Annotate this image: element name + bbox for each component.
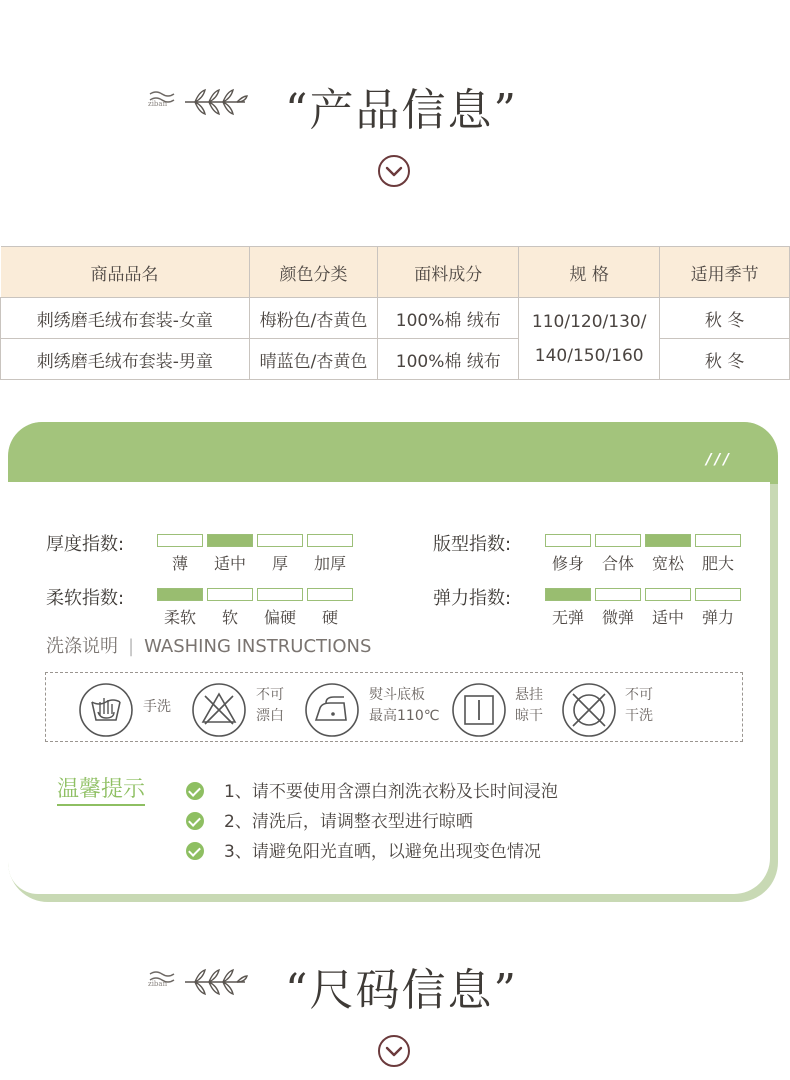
check-icon (186, 812, 204, 830)
scale-box-selected (207, 534, 253, 547)
scale-box (157, 534, 203, 547)
header-fabric: 面料成分 (378, 247, 519, 298)
cell-size (519, 298, 660, 380)
softness-option (305, 588, 355, 628)
softness-option (255, 588, 305, 628)
decor-slashes: / / / (706, 450, 728, 468)
no-bleach-text (256, 685, 284, 727)
elasticity-option (543, 588, 593, 628)
scale-label: 肥大 (701, 554, 734, 573)
scale-label: 微弹 (601, 608, 634, 627)
scale-label: 适中 (651, 608, 684, 627)
check-icon (186, 782, 204, 800)
elasticity-scale (543, 588, 743, 628)
scale-label: 厚 (271, 554, 288, 573)
scale-label: 弹力 (701, 608, 734, 627)
elasticity-option (593, 588, 643, 628)
softness-option (205, 588, 255, 628)
iron-line1: 熨斗底板 (369, 687, 425, 703)
header-name: 商品品名 (1, 247, 250, 298)
card-header-band (8, 422, 778, 484)
chevron-down-icon (377, 1034, 411, 1068)
size-line-2: 140/150/160 (534, 345, 644, 366)
no-dry-clean-line1: 不可 (625, 687, 653, 703)
scale-box (695, 588, 741, 601)
thickness-option (205, 534, 255, 574)
fit-scale (543, 534, 743, 574)
scale-label: 宽松 (651, 554, 684, 573)
scale-box-selected (545, 588, 591, 601)
check-icon (186, 842, 204, 860)
scale-label: 加厚 (313, 554, 346, 573)
washing-title-en: WASHING INSTRUCTIONS (144, 636, 372, 657)
fit-option (643, 534, 693, 574)
cell-season: 秋 冬 (660, 298, 790, 339)
cell-name: 刺绣磨毛绒布套装-女童 (1, 298, 250, 339)
fit-option (593, 534, 643, 574)
scale-label: 薄 (171, 554, 188, 573)
header-season: 适用季节 (660, 247, 790, 298)
chevron-down-icon (377, 154, 411, 188)
header-color: 颜色分类 (249, 247, 378, 298)
section-title: “产品信息” (285, 85, 518, 136)
softness-scale (155, 588, 355, 628)
svg-text:ziban: ziban (148, 980, 168, 988)
table-row (1, 298, 790, 339)
scale-label: 硬 (321, 608, 338, 627)
elasticity-option (643, 588, 693, 628)
iron-line2: 最高110℃ (369, 708, 440, 724)
scale-box (645, 588, 691, 601)
thickness-option (305, 534, 355, 574)
softness-option (155, 588, 205, 628)
tip-item (186, 837, 541, 862)
scale-box (307, 534, 353, 547)
cell-color: 晴蓝色/杏黄色 (249, 339, 378, 380)
hang-dry-text (515, 685, 543, 727)
thickness-option (255, 534, 305, 574)
fit-option (543, 534, 593, 574)
softness-label: 柔软指数: (46, 588, 125, 609)
svg-text:ziban: ziban (148, 100, 168, 108)
product-info-header (0, 80, 790, 200)
leaf-branch-icon (145, 964, 250, 1000)
scale-label: 修身 (551, 554, 584, 573)
no-bleach-line1: 不可 (256, 687, 284, 703)
scale-box (595, 588, 641, 601)
hand-wash-icon (78, 682, 134, 738)
cell-color: 梅粉色/杏黄色 (249, 298, 378, 339)
thickness-label: 厚度指数: (46, 534, 125, 555)
hand-wash-text: 手洗 (143, 699, 171, 715)
scale-label: 无弹 (551, 608, 584, 627)
scale-box (595, 534, 641, 547)
scale-label: 适中 (213, 554, 246, 573)
iron-text (369, 685, 439, 727)
scale-box (257, 588, 303, 601)
cell-fabric: 100%棉 绒布 (378, 298, 519, 339)
leaf-branch-icon (145, 84, 250, 120)
hang-dry-icon (451, 682, 507, 738)
scale-box (545, 534, 591, 547)
tips-title: 温馨提示 (57, 772, 145, 806)
table-row (1, 339, 790, 380)
elasticity-label: 弹力指数: (433, 588, 512, 609)
product-table (0, 246, 790, 380)
scale-label: 偏硬 (263, 608, 296, 627)
scale-box (307, 588, 353, 601)
hang-dry-line2: 晾干 (515, 708, 543, 724)
scale-label: 软 (221, 608, 238, 627)
scale-label: 柔软 (163, 608, 196, 627)
scale-box-selected (157, 588, 203, 601)
header-size: 规 格 (519, 247, 660, 298)
elasticity-option (693, 588, 743, 628)
tip-item (186, 777, 558, 802)
no-dry-clean-line2: 干洗 (625, 708, 653, 724)
cell-season: 秋 冬 (660, 339, 790, 380)
iron-icon (304, 682, 360, 738)
cell-name: 刺绣磨毛绒布套装-男童 (1, 339, 250, 380)
scale-box (257, 534, 303, 547)
scale-box (695, 534, 741, 547)
washing-title (46, 632, 371, 658)
scale-label: 合体 (601, 554, 634, 573)
size-info-header (0, 960, 790, 1080)
tip-item (186, 807, 473, 832)
cell-fabric: 100%棉 绒布 (378, 339, 519, 380)
size-line-1: 110/120/130/ (531, 311, 647, 332)
no-bleach-icon (191, 682, 247, 738)
fit-label: 版型指数: (433, 534, 512, 555)
washing-title-cn: 洗涤说明 (46, 636, 118, 657)
fit-option (693, 534, 743, 574)
thickness-scale (155, 534, 355, 574)
no-dry-clean-icon (561, 682, 617, 738)
tip-text: 2、清洗后，请调整衣型进行晾晒 (224, 812, 473, 832)
scale-box (207, 588, 253, 601)
tip-text: 3、请避免阳光直晒，以避免出现变色情况 (224, 842, 541, 862)
tip-text: 1、请不要使用含漂白剂洗衣粉及长时间浸泡 (224, 782, 558, 802)
no-dry-clean-text (625, 685, 653, 727)
title-divider: | (128, 636, 135, 657)
table-header-row (1, 247, 790, 298)
scale-box-selected (645, 534, 691, 547)
section-title: “尺码信息” (285, 965, 518, 1016)
no-bleach-line2: 漂白 (256, 708, 284, 724)
hang-dry-line1: 悬挂 (515, 687, 543, 703)
thickness-option (155, 534, 205, 574)
